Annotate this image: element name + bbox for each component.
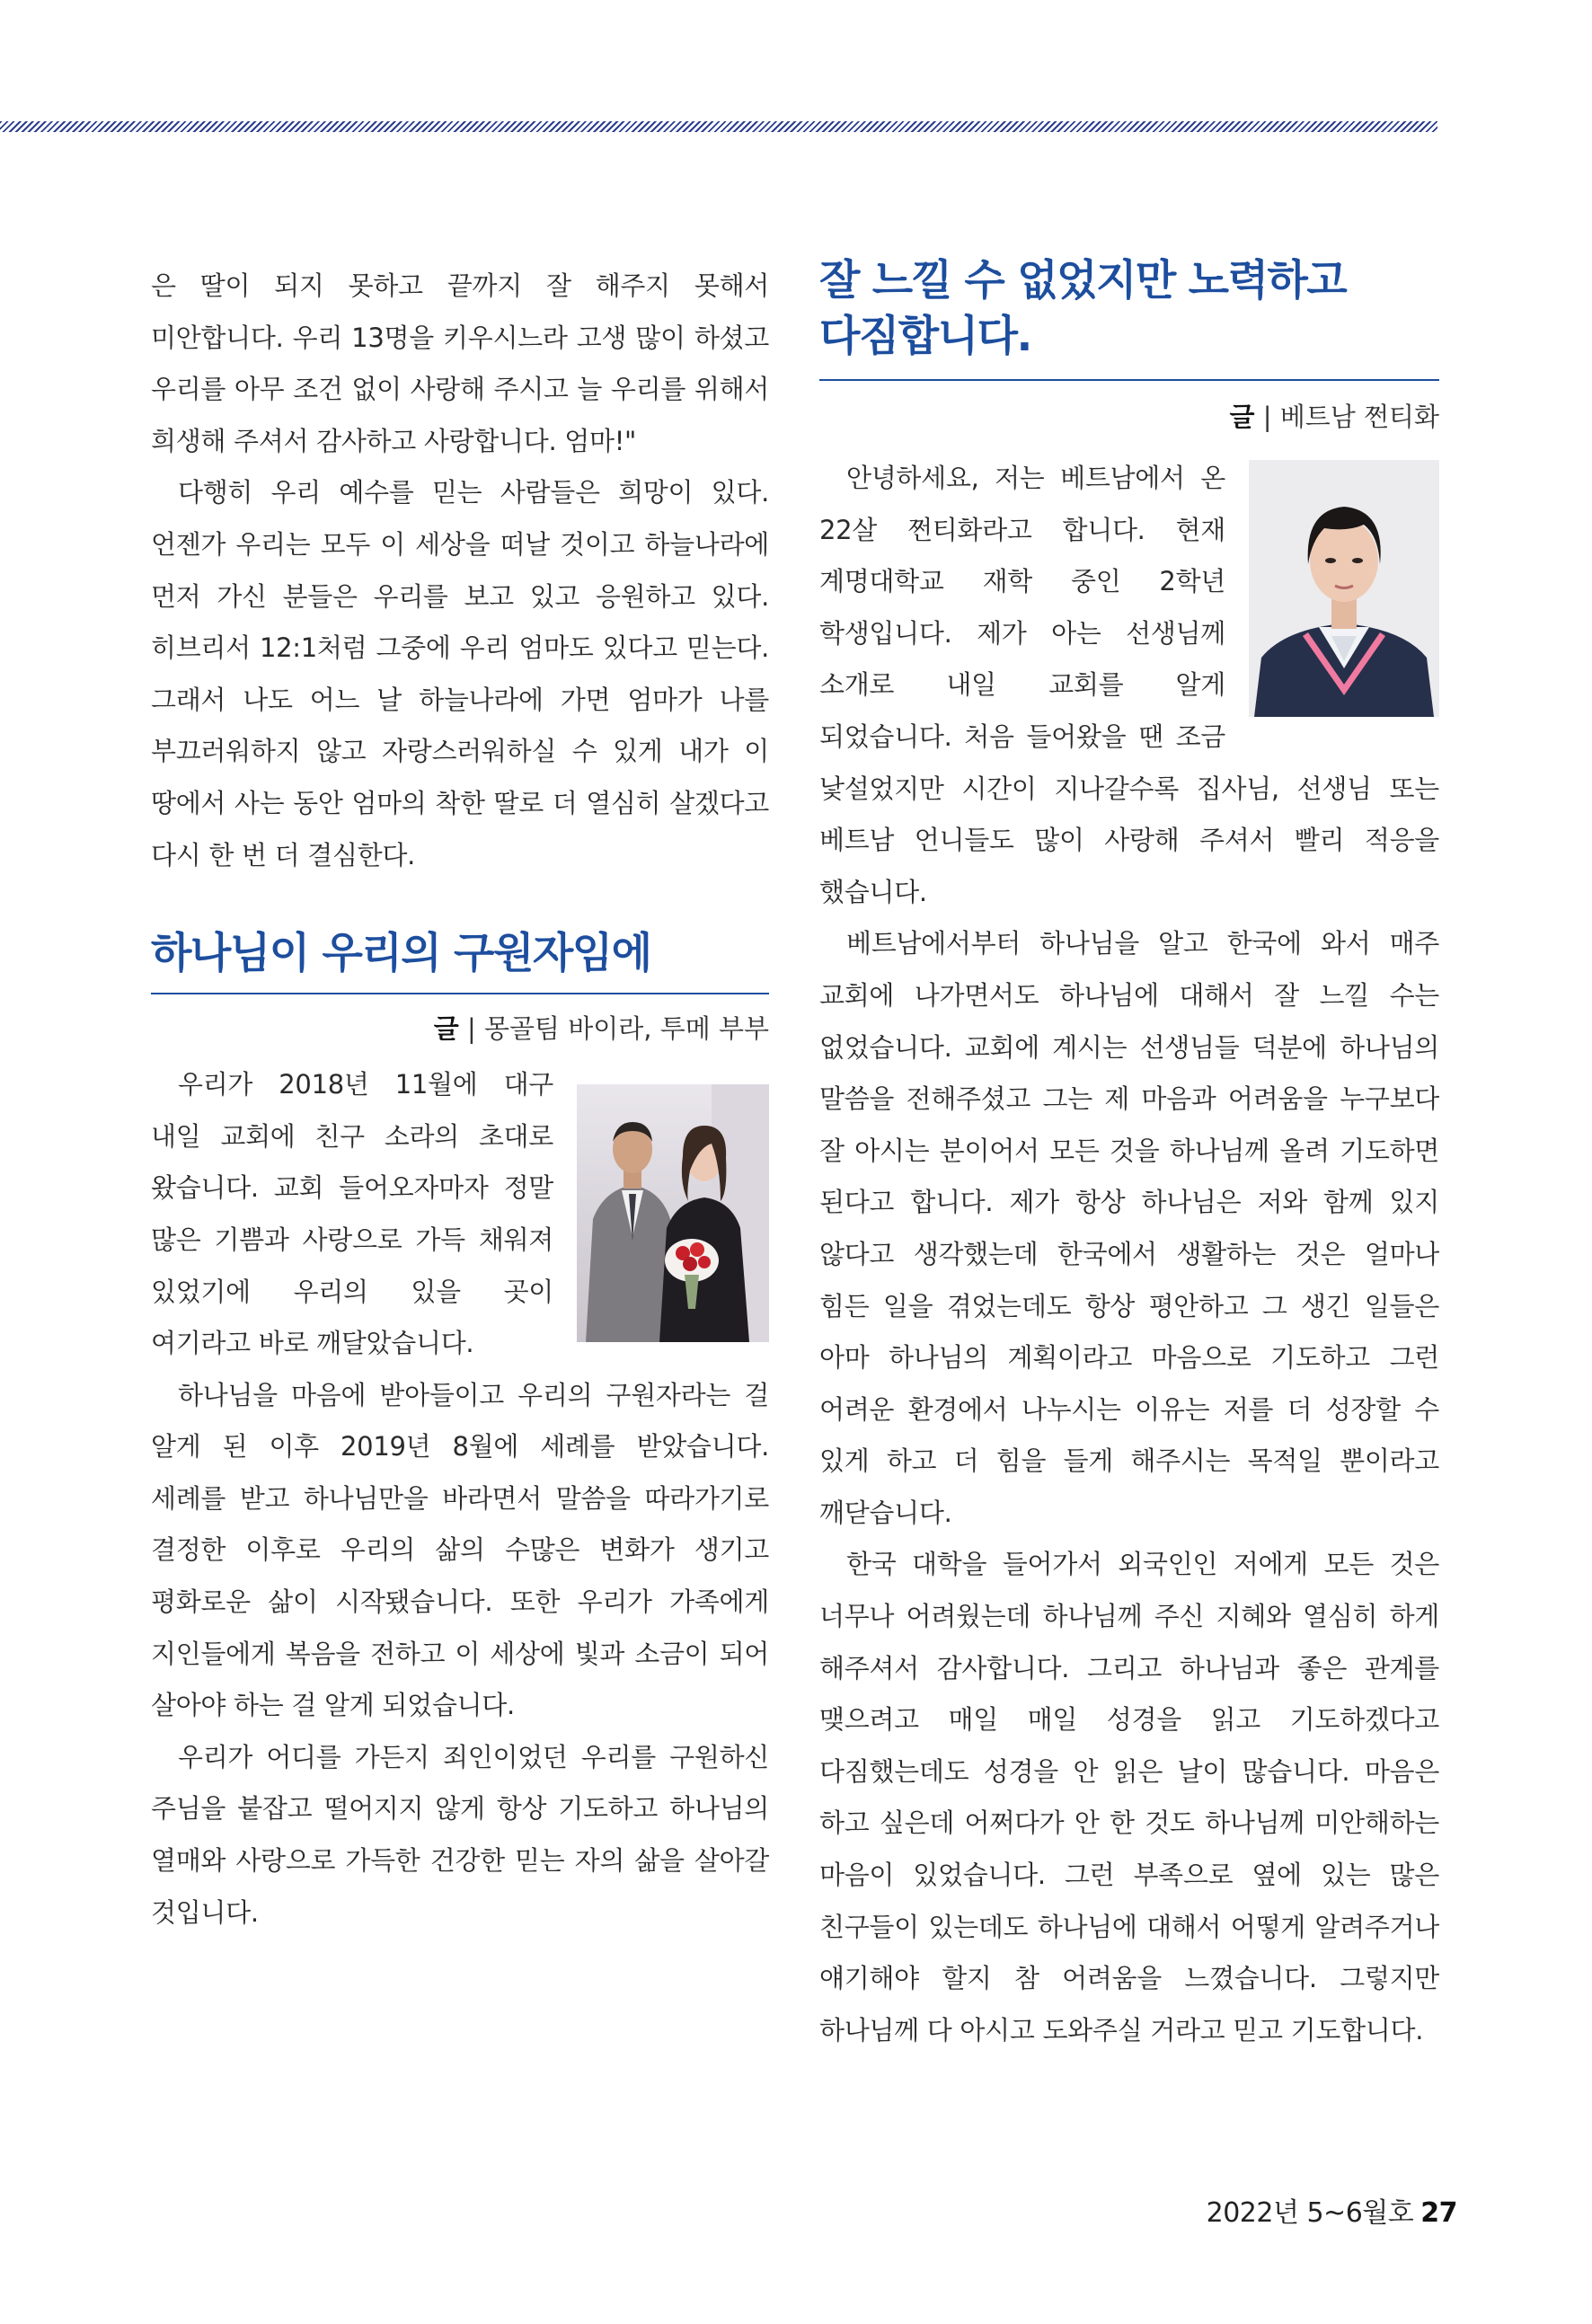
article-paragraph: 우리가 2018년 11월에 대구 내일 교회에 친구 소라의 초대로 왔습니다. 교회 들어오자마자 정말 많은 기쁨과 사랑으로 가득 채워져 있었기에 우리의 있을 곳이 여기라고 바로 깨달았습니다. bbox=[151, 1069, 553, 1359]
article-vietnam bbox=[819, 253, 1439, 2056]
byline-separator: | bbox=[466, 1013, 476, 1045]
article-paragraph: 베트남에서부터 하나님을 알고 한국에 와서 매주 교회에 나가면서도 하나님에 대해서 잘 느낄 수는 없었습니다. 교회에 계시는 선생님들 덕분에 하나님의 말씀을 전해주셨고 그는 제 마음과 어려움을 누구보다 잘 아시는 분이어서 모든 것을 하나님께 올려 기도하면 된다고 합니다. 제가 항상 하나님은 저와 함께 있지 않다고 생각했는데 한국에서 생활하는 것은 얼마나 힘든 일을 겪었는데도 항상 평안하고 그 생긴 일들은 아마 하나님의 계획이라고 마음으로 기도하고 그런 어려운 환경에서 나누시는 이유는 저를 더 성장할 수 있게 하고 더 힘을 들게 해주시는 목적일 뿐이라고 깨닫습니다. bbox=[819, 928, 1439, 1528]
byline-separator: | bbox=[1262, 402, 1272, 432]
article-title-line: 다짐합니다. bbox=[819, 312, 1031, 361]
top-decorative-stripe bbox=[0, 121, 1437, 132]
left-column bbox=[151, 261, 769, 1939]
byline bbox=[151, 1011, 769, 1047]
byline-author: 몽골팀 바이라, 투메 부부 bbox=[483, 1013, 769, 1045]
right-column bbox=[819, 253, 1439, 2056]
article-paragraph: 하나님을 마음에 받아들이고 우리의 구원자라는 걸 알게 된 이후 2019년 8월에 세례를 받았습니다. 세례를 받고 하나님만을 바라면서 말씀을 따라가기로 결정한 이후로 우리의 삶의 수많은 변화가 생기고 평화로운 삶이 시작됐습니다. 또한 우리가 가족에게 지인들에게 복음을 전하고 이 세상에 빛과 소금이 되어 살아야 하는 걸 알게 되었습니다. bbox=[151, 1379, 769, 1721]
title-divider bbox=[151, 993, 769, 994]
byline-label: 글 bbox=[1229, 402, 1255, 432]
issue-label: 2022년 5~6월호 bbox=[1206, 2197, 1414, 2229]
portrait-photo bbox=[1249, 460, 1439, 717]
article-paragraph: 안녕하세요, 저는 베트남에서 온 22살 쩐티화라고 합니다. 현재 계명대학교 재학 중인 2학년 학생입니다. 제가 아는 선생님께 소개로 내일 교회를 알게 되었습니다. 처음 들어왔을 땐 조금 낯설었지만 시간이 지나갈수록 집사님, 선생님 또는 베트남 언니들도 많이 사랑해 주셔서 빨리 적응을 했습니다. bbox=[819, 463, 1439, 907]
byline bbox=[819, 399, 1439, 435]
article-mongolia bbox=[151, 926, 769, 1939]
page-number: 27 bbox=[1420, 2197, 1457, 2229]
continued-paragraph: 은 딸이 되지 못하고 끝까지 잘 해주지 못해서 미안합니다. 우리 13명을 키우시느라 고생 많이 하셨고 우리를 아무 조건 없이 사랑해 주시고 늘 우리를 위해서 희생해 주셔서 감사하고 사랑합니다. 엄마!" bbox=[151, 270, 769, 456]
page-footer bbox=[1207, 2190, 1457, 2230]
article-title bbox=[819, 253, 1439, 379]
byline-label: 글 bbox=[433, 1013, 459, 1045]
article-title-line: 잘 느낄 수 없었지만 노력하고 bbox=[819, 256, 1347, 305]
byline-author: 베트남 쩐티화 bbox=[1279, 402, 1439, 432]
article-title: 하나님이 우리의 구원자임에 bbox=[151, 929, 651, 979]
couple-photo bbox=[577, 1084, 769, 1342]
title-divider bbox=[819, 379, 1439, 381]
article-paragraph: 한국 대학을 들어가서 외국인인 저에게 모든 것은 너무나 어려웠는데 하나님께 주신 지혜와 열심히 하게 해주셔서 감사합니다. 그리고 하나님과 좋은 관계를 맺으려고 매일 매일 성경을 읽고 기도하겠다고 다짐했는데도 성경을 안 읽은 날이 많습니다. 마음은 하고 싶은데 어쩌다가 안 한 것도 하나님께 미안해하는 마음이 있었습니다. 그런 부족으로 옆에 있는 많은 친구들이 있는데도 하나님에 대해서 어떻게 알려주거나 얘기해야 할지 참 어려움을 느꼈습니다. 그렇지만 하나님께 다 아시고 도와주실 거라고 믿고 기도합니다. bbox=[819, 1549, 1439, 2046]
continued-paragraph: 다행히 우리 예수를 믿는 사람들은 희망이 있다. 언젠가 우리는 모두 이 세상을 떠날 것이고 하늘나라에 먼저 가신 분들은 우리를 보고 있고 응원하고 있다. 히브리서 12:1처럼 그중에 우리 엄마도 있다고 믿는다. 그래서 나도 어느 날 하늘나라에 가면 엄마가 나를 부끄러워하지 않고 자랑스러워하실 수 있게 내가 이 땅에서 사는 동안 엄마의 착한 딸로 더 열심히 살겠다고 다시 한 번 더 결심한다. bbox=[151, 477, 769, 870]
article-paragraph: 우리가 어디를 가든지 죄인이었던 우리를 구원하신 주님을 붙잡고 떨어지지 않게 항상 기도하고 하나님의 열매와 사랑으로 가득한 건강한 믿는 자의 삶을 살아갈 것입니다. bbox=[151, 1741, 769, 1928]
